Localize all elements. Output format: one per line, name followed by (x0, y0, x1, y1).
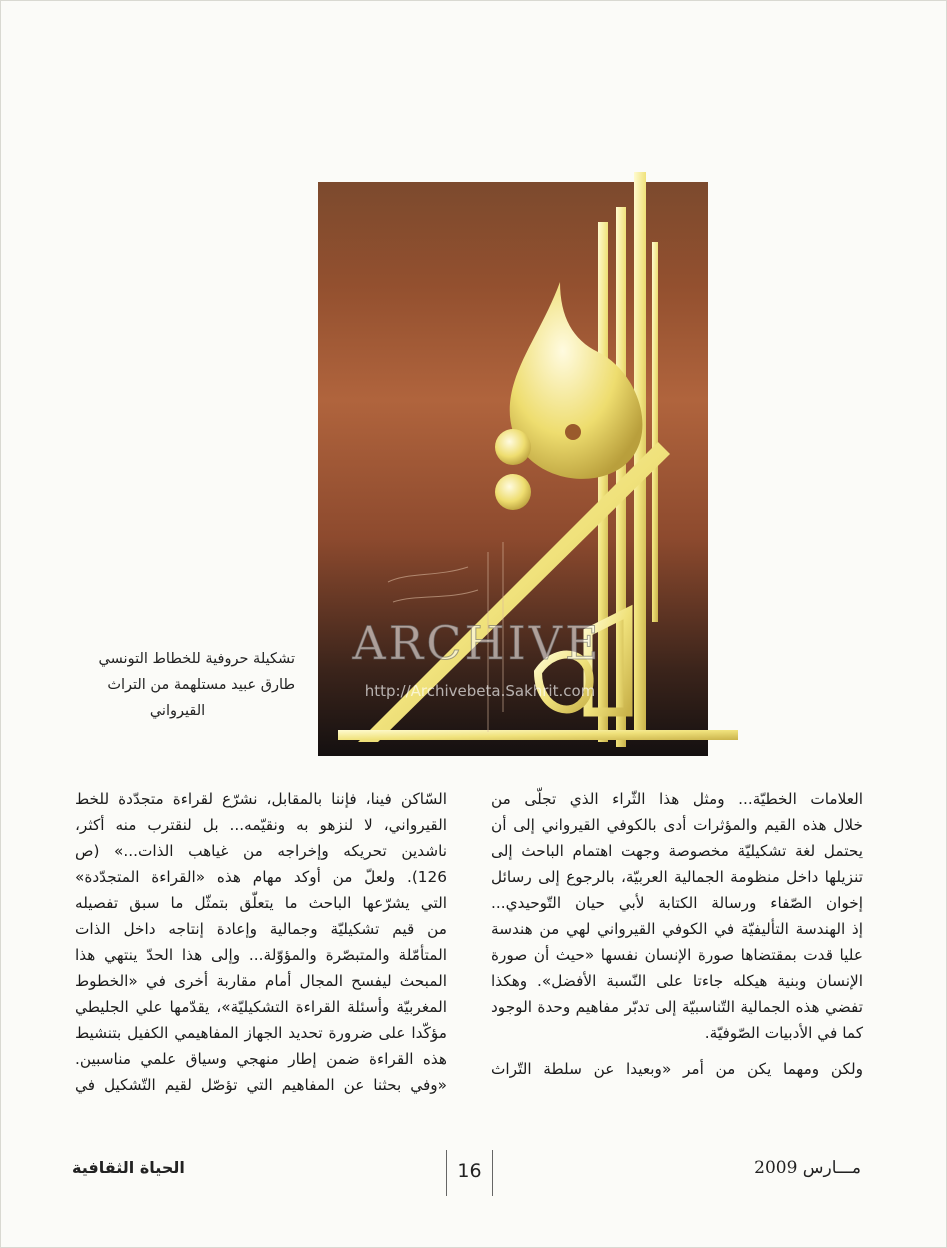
text-line: السّاكن فينا، فإننا بالمقابل، نشرّع لقراءة متجدّدة للخط (75, 790, 447, 808)
text-line: تفضي هذه الجمالية التّناسبيّة إلى تدبّر مفاهيم وحدة الوجود (491, 998, 863, 1016)
caption-line: طارق عبيد مستلهمة من التراث (107, 677, 295, 693)
figure-caption (60, 646, 295, 724)
paragraph-start: ولكن ومهما يكن من أمر «وبعيدا عن سلطة التّراث (491, 1060, 863, 1078)
caption-line: تشكيلة حروفية للخطاط التونسي (98, 651, 295, 667)
text-line: يحتمل لغة تشكيليّة مخصوصة وجهت اهتمام الباحث إلى (491, 842, 863, 860)
text-line: الإنسان وبنية هيكله جاءتا على النّسبة الأفضل». وهكذا (491, 972, 863, 990)
text-line: إخوان الصّفاء ورسالة الكتابة لأبي حيان التّوحيدي... (491, 894, 863, 912)
text-line: هذه القراءة ضمن إطار منهجي وسياق علمي مناسبين. (75, 1050, 447, 1068)
watermark-url: http://Archivebeta.Sakhrit.com (364, 682, 596, 700)
text-line: المغربيّة وأسئلة القراءة التشكيليّة»، يقدّمها علي الجليطي (75, 998, 447, 1016)
text-line: مؤكّدا على ضرورة تحديد الجهاز المفاهيمي الكفيل بتنشيط (75, 1024, 447, 1042)
text-column-left (75, 786, 447, 1098)
page-number: 16 (457, 1160, 482, 1182)
text-line: العلامات الخطيّة... ومثل هذا الثّراء الذي تجلّى من (491, 790, 863, 808)
caption-line: القيرواني (149, 703, 206, 719)
watermark-logo: ARCHIVE (352, 616, 602, 670)
text-line: «وفي بحثنا عن المفاهيم التي تؤصّل لقيم التّشكيل في (75, 1076, 447, 1094)
text-line: إذ الهندسة التأليفيّة في الكوفي القيرواني لهي من هندسة (491, 920, 863, 938)
text-line: من قيم تشكيليّة وجمالية وإعادة إنتاجه داخل الذات (75, 920, 447, 938)
text-line: التي يشرّعها الباحث ما يتعلّق بتمثّل ما سبق تفصيله (75, 894, 447, 912)
issue-date: مـــارس 2009 (754, 1158, 861, 1178)
text-line: القيرواني، لا لنزهو به ونقيّمه... بل لنقترب منه أكثر، (75, 816, 447, 834)
text-line: المتأمّلة والمتبصّرة والمؤوّلة... وإلى هذا الحدّ ينتهي هذا (75, 946, 447, 964)
calligraphy-figure (298, 112, 738, 772)
text-line: كما في الأدبيات الصّوفيّة. (704, 1024, 863, 1042)
text-column-right (491, 786, 863, 1082)
magazine-name: الحياة الثقافية (72, 1158, 185, 1177)
text-line: خلال هذه القيم والمؤثرات أدى بالكوفي القيرواني إلى أن (491, 816, 863, 834)
text-line: عليا قدت بمقتضاها صورة الإنسان نفسها «حيث أن صورة (491, 946, 863, 964)
text-line: 126). ولعلّ من أوكد مهام هذه «القراءة المتجدّدة» (75, 868, 447, 886)
text-line: تنزيلها داخل منظومة الجمالية العربيّة، بالرجوع إلى رسائل (491, 868, 863, 886)
text-line: المبحث ليفسح المجال أمام مقاربة أخرى في «الخطوط (75, 972, 447, 990)
text-line: ناشدين تحريكه وإخراجه من غياهب الذات...» (ص (75, 842, 447, 860)
